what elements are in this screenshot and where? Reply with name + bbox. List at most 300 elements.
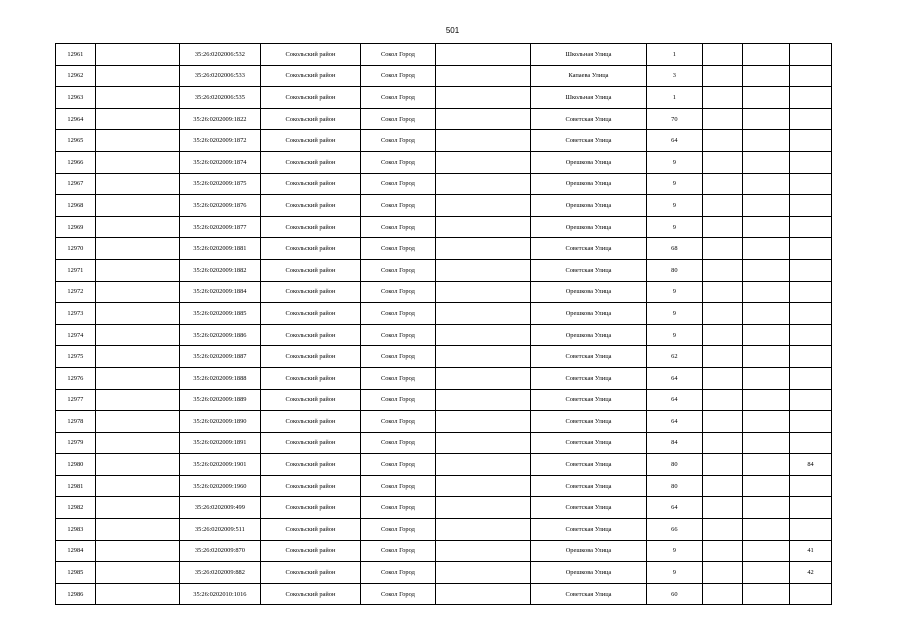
district-cell: Сокольский район [261,108,360,130]
house-number-cell: 64 [646,497,703,519]
table-row [56,259,832,281]
table-row [56,519,832,541]
table-row [56,367,832,389]
cadastral-number-cell: 35:26:0202009:1884 [179,281,261,303]
cadastral-number-cell: 35:26:0202009:870 [179,540,261,562]
table-row [56,108,832,130]
blank-cell [95,432,179,454]
blank-cell [436,367,531,389]
district-cell: Сокольский район [261,432,360,454]
extra-number-cell [790,44,832,66]
blank-cell [95,281,179,303]
blank-cell [436,324,531,346]
street-cell: Орешкова Улица [531,151,646,173]
extra-number-cell [790,259,832,281]
blank-cell [436,130,531,152]
locality-cell: Сокол Город [360,87,435,109]
house-number-cell: 9 [646,281,703,303]
row-number-cell: 12971 [56,259,96,281]
blank-cell [436,562,531,584]
row-number-cell: 12975 [56,346,96,368]
locality-cell: Сокол Город [360,432,435,454]
district-cell: Сокольский район [261,367,360,389]
table-row [56,130,832,152]
locality-cell: Сокол Город [360,540,435,562]
extra-number-cell [790,583,832,605]
blank-cell [436,346,531,368]
extra-number-cell [790,65,832,87]
table-row [56,389,832,411]
house-number-cell: 9 [646,540,703,562]
blank-cell [436,303,531,325]
locality-cell: Сокол Город [360,173,435,195]
blank-cell [703,497,743,519]
locality-cell: Сокол Город [360,497,435,519]
district-cell: Сокольский район [261,346,360,368]
row-number-cell: 12974 [56,324,96,346]
extra-number-cell [790,389,832,411]
district-cell: Сокольский район [261,389,360,411]
cadastral-number-cell: 35:26:0202009:1891 [179,432,261,454]
blank-cell [95,324,179,346]
row-number-cell: 12973 [56,303,96,325]
blank-cell [703,216,743,238]
blank-cell [436,432,531,454]
extra-number-cell [790,87,832,109]
row-number-cell: 12968 [56,195,96,217]
district-cell: Сокольский район [261,87,360,109]
street-cell: Советская Улица [531,475,646,497]
district-cell: Сокольский район [261,216,360,238]
table-row [56,65,832,87]
blank-cell [436,216,531,238]
row-number-cell: 12967 [56,173,96,195]
blank-cell [95,454,179,476]
table-row [56,411,832,433]
extra-number-cell [790,475,832,497]
blank-cell [742,65,789,87]
extra-number-cell [790,519,832,541]
blank-cell [95,130,179,152]
extra-number-cell [790,108,832,130]
locality-cell: Сокол Город [360,65,435,87]
row-number-cell: 12966 [56,151,96,173]
row-number-cell: 12986 [56,583,96,605]
blank-cell [436,583,531,605]
table-row [56,238,832,260]
street-cell: Орешкова Улица [531,562,646,584]
cadastral-number-cell: 35:26:0202009:1901 [179,454,261,476]
blank-cell [703,303,743,325]
row-number-cell: 12970 [56,238,96,260]
house-number-cell: 84 [646,432,703,454]
blank-cell [95,519,179,541]
cadastral-number-cell: 35:26:0202006:535 [179,87,261,109]
district-cell: Сокольский район [261,151,360,173]
blank-cell [703,130,743,152]
blank-cell [436,195,531,217]
district-cell: Сокольский район [261,173,360,195]
extra-number-cell [790,367,832,389]
row-number-cell: 12965 [56,130,96,152]
house-number-cell: 9 [646,173,703,195]
blank-cell [703,259,743,281]
house-number-cell: 1 [646,44,703,66]
cadastral-number-cell: 35:26:0202009:1875 [179,173,261,195]
house-number-cell: 62 [646,346,703,368]
street-cell: Орешкова Улица [531,173,646,195]
blank-cell [703,346,743,368]
extra-number-cell [790,216,832,238]
blank-cell [703,583,743,605]
table-row [56,346,832,368]
blank-cell [742,562,789,584]
cadastral-number-cell: 35:26:0202009:1888 [179,367,261,389]
blank-cell [742,87,789,109]
house-number-cell: 9 [646,324,703,346]
district-cell: Сокольский район [261,411,360,433]
table-row [56,454,832,476]
cadastral-number-cell: 35:26:0202009:1885 [179,303,261,325]
extra-number-cell: 42 [790,562,832,584]
locality-cell: Сокол Город [360,346,435,368]
locality-cell: Сокол Город [360,324,435,346]
table-row [56,475,832,497]
district-cell: Сокольский район [261,195,360,217]
house-number-cell: 9 [646,562,703,584]
house-number-cell: 68 [646,238,703,260]
row-number-cell: 12978 [56,411,96,433]
street-cell: Советская Улица [531,238,646,260]
blank-cell [95,389,179,411]
table-row [56,195,832,217]
blank-cell [742,367,789,389]
blank-cell [436,454,531,476]
street-cell: Орешкова Улица [531,281,646,303]
blank-cell [703,454,743,476]
blank-cell [95,65,179,87]
street-cell: Орешкова Улица [531,303,646,325]
row-number-cell: 12969 [56,216,96,238]
registry-table [55,43,832,605]
district-cell: Сокольский район [261,281,360,303]
blank-cell [703,519,743,541]
blank-cell [703,44,743,66]
cadastral-number-cell: 35:26:0202009:1822 [179,108,261,130]
blank-cell [742,432,789,454]
street-cell: Советская Улица [531,411,646,433]
street-cell: Советская Улица [531,367,646,389]
blank-cell [95,367,179,389]
blank-cell [742,389,789,411]
blank-cell [742,346,789,368]
cadastral-number-cell: 35:26:0202009:1886 [179,324,261,346]
blank-cell [95,259,179,281]
row-number-cell: 12962 [56,65,96,87]
table-row [56,583,832,605]
row-number-cell: 12981 [56,475,96,497]
cadastral-number-cell: 35:26:0202009:1876 [179,195,261,217]
locality-cell: Сокол Город [360,411,435,433]
table-row [56,281,832,303]
street-cell: Советская Улица [531,519,646,541]
house-number-cell: 9 [646,195,703,217]
blank-cell [95,151,179,173]
table-row [56,44,832,66]
row-number-cell: 12983 [56,519,96,541]
table-row [56,497,832,519]
house-number-cell: 70 [646,108,703,130]
locality-cell: Сокол Город [360,583,435,605]
table-row [56,173,832,195]
blank-cell [742,216,789,238]
street-cell: Школьная Улица [531,44,646,66]
extra-number-cell [790,173,832,195]
blank-cell [742,497,789,519]
blank-cell [703,151,743,173]
extra-number-cell [790,130,832,152]
house-number-cell: 64 [646,130,703,152]
row-number-cell: 12961 [56,44,96,66]
cadastral-number-cell: 35:26:0202009:511 [179,519,261,541]
house-number-cell: 80 [646,475,703,497]
street-cell: Советская Улица [531,497,646,519]
blank-cell [95,475,179,497]
street-cell: Орешкова Улица [531,195,646,217]
blank-cell [703,389,743,411]
blank-cell [703,475,743,497]
blank-cell [703,411,743,433]
street-cell: Орешкова Улица [531,216,646,238]
table-row [56,562,832,584]
locality-cell: Сокол Город [360,519,435,541]
blank-cell [436,475,531,497]
locality-cell: Сокол Город [360,44,435,66]
blank-cell [703,87,743,109]
blank-cell [436,87,531,109]
cadastral-number-cell: 35:26:0202009:1872 [179,130,261,152]
blank-cell [703,108,743,130]
blank-cell [742,259,789,281]
extra-number-cell: 84 [790,454,832,476]
cadastral-number-cell: 35:26:0202010:1016 [179,583,261,605]
blank-cell [703,195,743,217]
blank-cell [95,411,179,433]
table-row [56,151,832,173]
blank-cell [742,519,789,541]
blank-cell [742,238,789,260]
house-number-cell: 64 [646,389,703,411]
locality-cell: Сокол Город [360,108,435,130]
cadastral-number-cell: 35:26:0202009:882 [179,562,261,584]
row-number-cell: 12976 [56,367,96,389]
cadastral-number-cell: 35:26:0202009:1889 [179,389,261,411]
locality-cell: Сокол Город [360,130,435,152]
district-cell: Сокольский район [261,324,360,346]
district-cell: Сокольский район [261,562,360,584]
house-number-cell: 64 [646,411,703,433]
extra-number-cell [790,195,832,217]
cadastral-number-cell: 35:26:0202009:1874 [179,151,261,173]
locality-cell: Сокол Город [360,367,435,389]
extra-number-cell [790,303,832,325]
row-number-cell: 12972 [56,281,96,303]
street-cell: Орешкова Улица [531,324,646,346]
blank-cell [95,562,179,584]
table-row [56,432,832,454]
table-row [56,87,832,109]
locality-cell: Сокол Город [360,238,435,260]
blank-cell [95,238,179,260]
locality-cell: Сокол Город [360,195,435,217]
table-row [56,324,832,346]
blank-cell [436,259,531,281]
blank-cell [703,367,743,389]
blank-cell [436,65,531,87]
cadastral-number-cell: 35:26:0202009:1881 [179,238,261,260]
table-row [56,303,832,325]
blank-cell [742,540,789,562]
blank-cell [703,281,743,303]
extra-number-cell [790,346,832,368]
locality-cell: Сокол Город [360,562,435,584]
blank-cell [436,173,531,195]
table-row [56,216,832,238]
locality-cell: Сокол Город [360,475,435,497]
district-cell: Сокольский район [261,454,360,476]
cadastral-number-cell: 35:26:0202009:1882 [179,259,261,281]
blank-cell [742,324,789,346]
district-cell: Сокольский район [261,65,360,87]
blank-cell [95,195,179,217]
blank-cell [436,238,531,260]
blank-cell [436,497,531,519]
house-number-cell: 80 [646,454,703,476]
blank-cell [703,540,743,562]
row-number-cell: 12984 [56,540,96,562]
blank-cell [436,44,531,66]
house-number-cell: 1 [646,87,703,109]
house-number-cell: 9 [646,303,703,325]
blank-cell [742,44,789,66]
blank-cell [436,108,531,130]
blank-cell [742,583,789,605]
extra-number-cell [790,411,832,433]
street-cell: Школьная Улица [531,87,646,109]
street-cell: Советская Улица [531,389,646,411]
house-number-cell: 80 [646,259,703,281]
row-number-cell: 12985 [56,562,96,584]
blank-cell [742,195,789,217]
blank-cell [95,44,179,66]
house-number-cell: 66 [646,519,703,541]
district-cell: Сокольский район [261,238,360,260]
blank-cell [95,497,179,519]
row-number-cell: 12980 [56,454,96,476]
blank-cell [436,151,531,173]
blank-cell [703,432,743,454]
blank-cell [95,540,179,562]
locality-cell: Сокол Город [360,259,435,281]
street-cell: Советская Улица [531,346,646,368]
blank-cell [742,173,789,195]
blank-cell [742,151,789,173]
locality-cell: Сокол Город [360,303,435,325]
house-number-cell: 9 [646,151,703,173]
blank-cell [95,216,179,238]
cadastral-number-cell: 35:26:0202006:532 [179,44,261,66]
street-cell: Советская Улица [531,259,646,281]
blank-cell [95,173,179,195]
street-cell: Советская Улица [531,432,646,454]
blank-cell [742,281,789,303]
house-number-cell: 64 [646,367,703,389]
district-cell: Сокольский район [261,475,360,497]
row-number-cell: 12977 [56,389,96,411]
district-cell: Сокольский район [261,303,360,325]
cadastral-number-cell: 35:26:0202006:533 [179,65,261,87]
locality-cell: Сокол Город [360,216,435,238]
blank-cell [742,303,789,325]
extra-number-cell [790,497,832,519]
row-number-cell: 12964 [56,108,96,130]
house-number-cell: 9 [646,216,703,238]
cadastral-number-cell: 35:26:0202009:499 [179,497,261,519]
locality-cell: Сокол Город [360,281,435,303]
extra-number-cell [790,281,832,303]
cadastral-number-cell: 35:26:0202009:1890 [179,411,261,433]
row-number-cell: 12982 [56,497,96,519]
blank-cell [742,108,789,130]
blank-cell [95,583,179,605]
blank-cell [436,281,531,303]
blank-cell [742,411,789,433]
house-number-cell: 60 [646,583,703,605]
locality-cell: Сокол Город [360,151,435,173]
extra-number-cell [790,432,832,454]
street-cell: Орешкова Улица [531,540,646,562]
blank-cell [95,303,179,325]
blank-cell [703,173,743,195]
blank-cell [703,562,743,584]
extra-number-cell: 41 [790,540,832,562]
blank-cell [95,108,179,130]
house-number-cell: 3 [646,65,703,87]
district-cell: Сокольский район [261,497,360,519]
extra-number-cell [790,238,832,260]
blank-cell [703,238,743,260]
street-cell: Капаева Улица [531,65,646,87]
street-cell: Советская Улица [531,108,646,130]
blank-cell [703,65,743,87]
blank-cell [436,389,531,411]
district-cell: Сокольский район [261,130,360,152]
street-cell: Советская Улица [531,454,646,476]
blank-cell [742,454,789,476]
blank-cell [742,475,789,497]
blank-cell [436,519,531,541]
blank-cell [436,411,531,433]
row-number-cell: 12979 [56,432,96,454]
district-cell: Сокольский район [261,44,360,66]
locality-cell: Сокол Город [360,454,435,476]
locality-cell: Сокол Город [360,389,435,411]
blank-cell [95,346,179,368]
district-cell: Сокольский район [261,519,360,541]
cadastral-number-cell: 35:26:0202009:1877 [179,216,261,238]
street-cell: Советская Улица [531,130,646,152]
page-number: 501 [445,26,460,35]
